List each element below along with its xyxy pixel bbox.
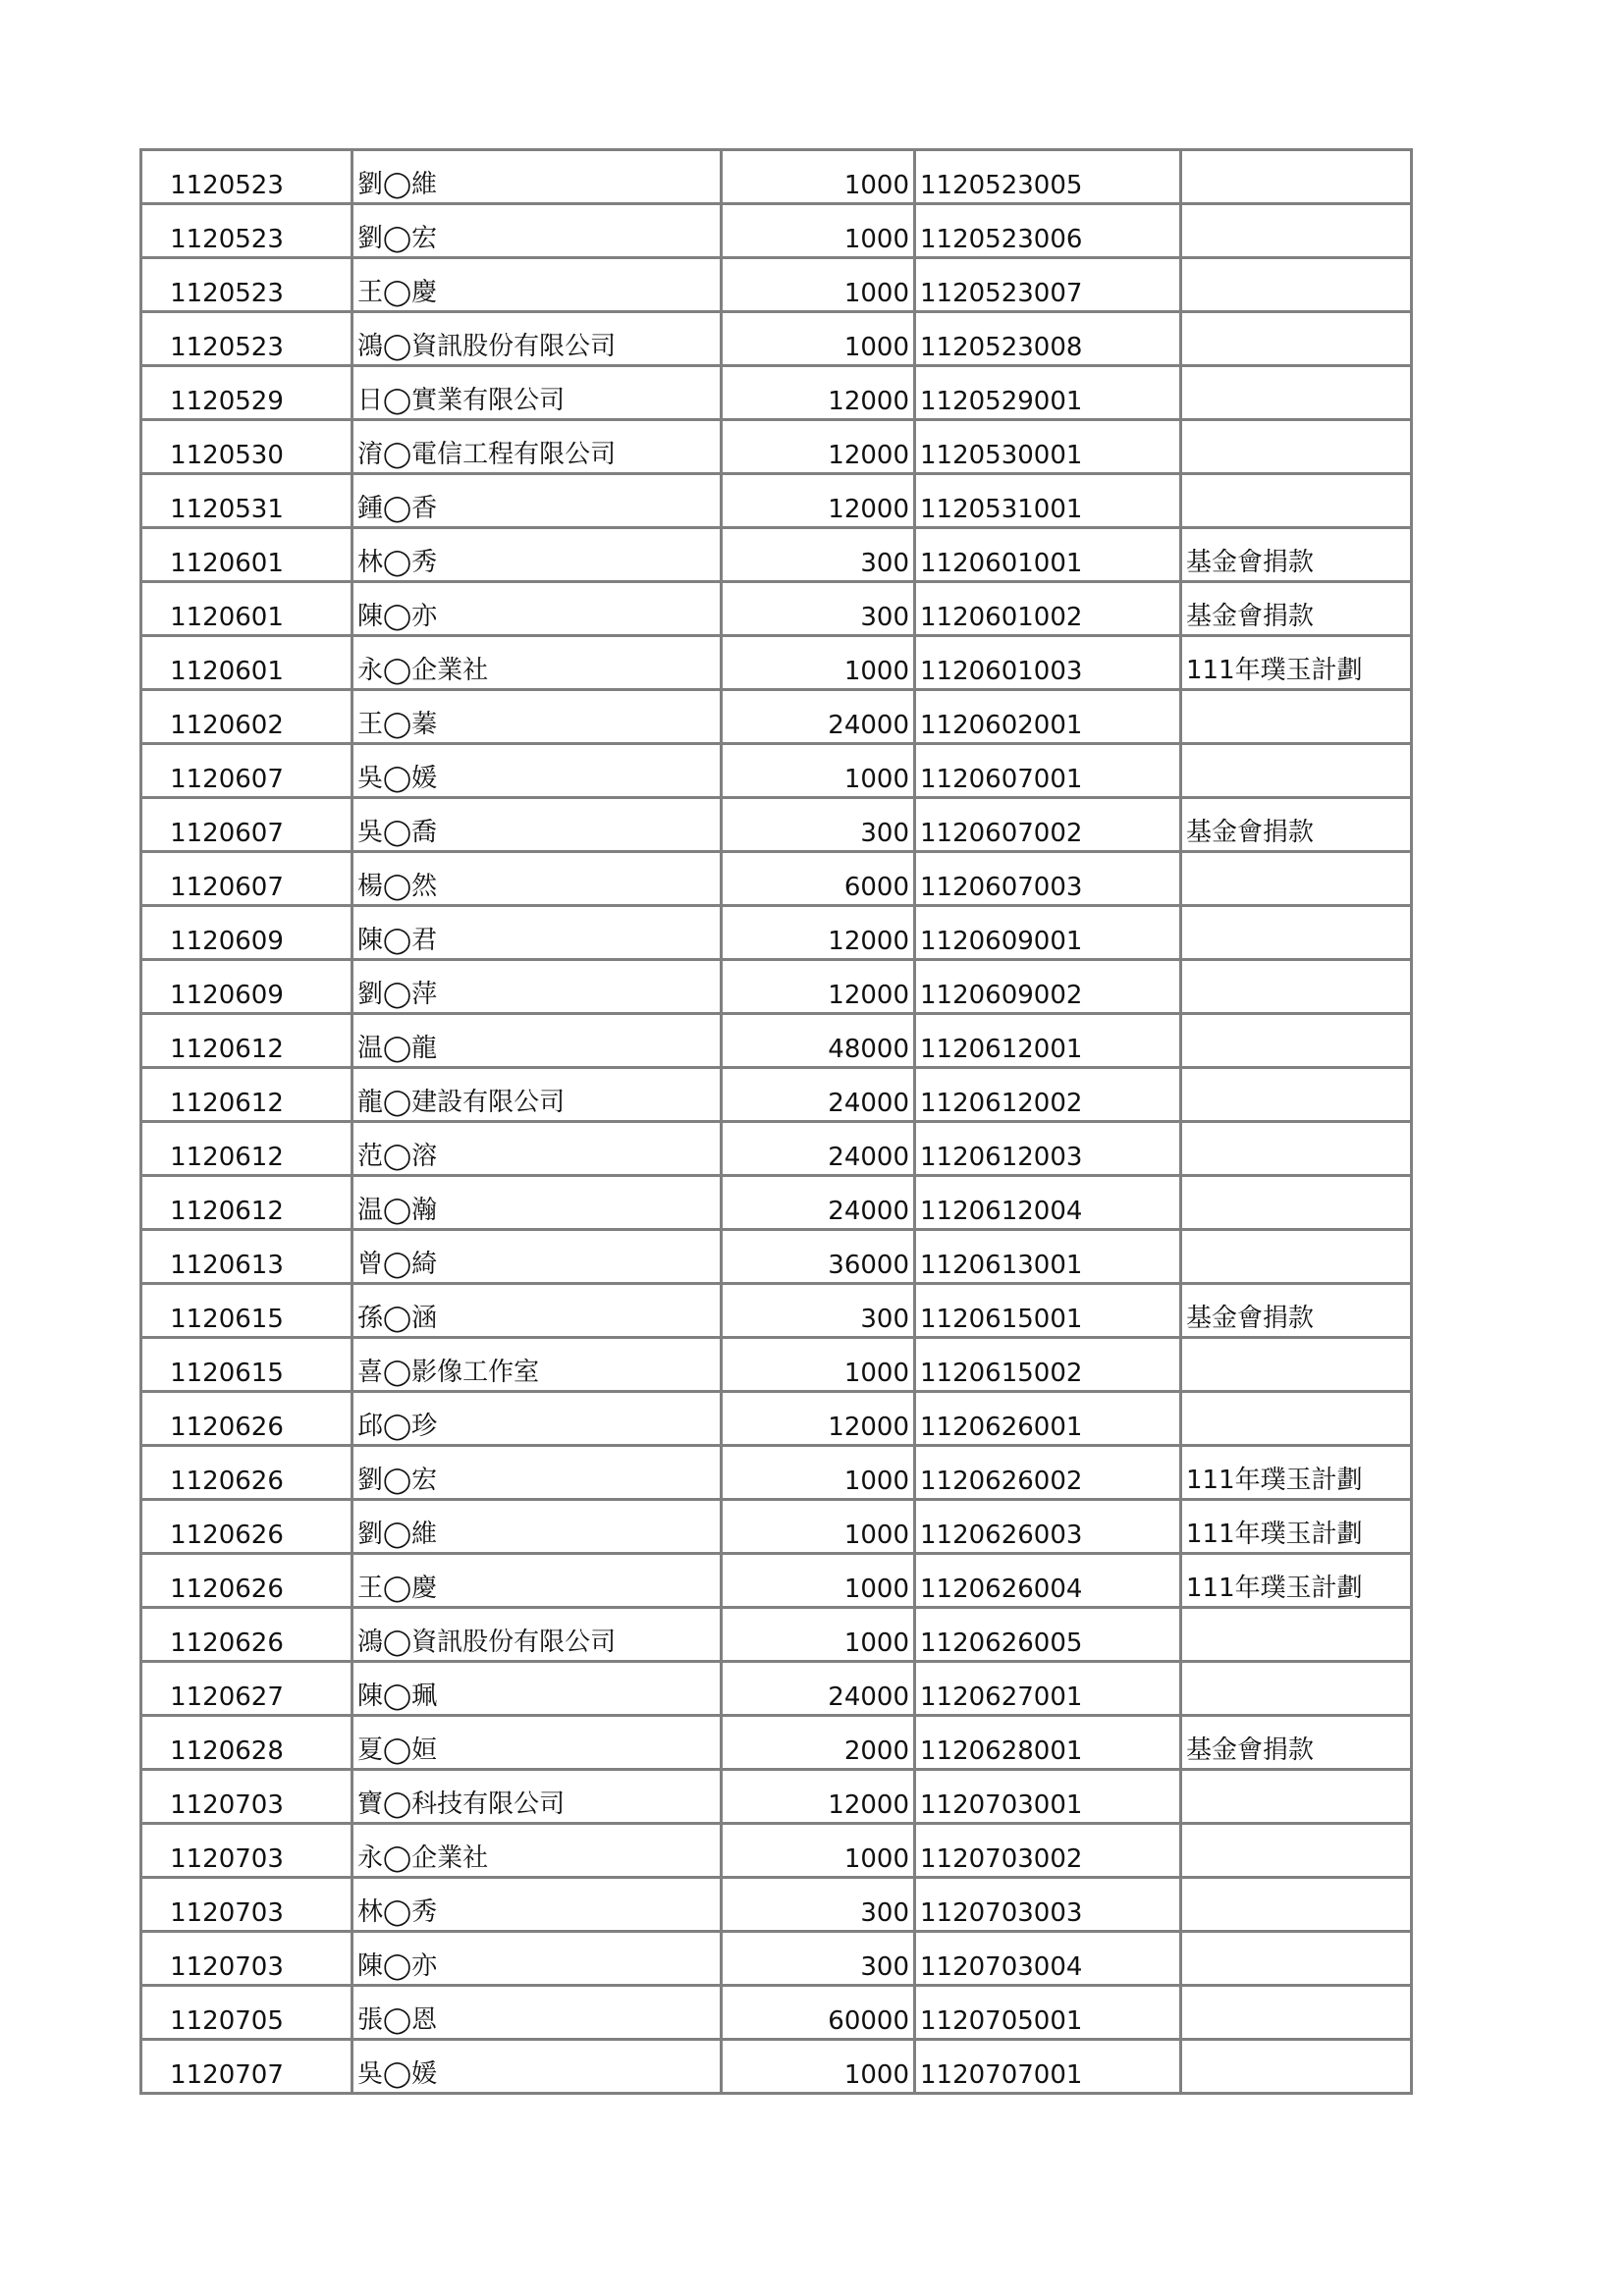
note-cell	[1181, 1824, 1412, 1878]
amount-cell: 6000	[722, 852, 915, 906]
donor-name-cell: 鴻◯資訊股份有限公司	[352, 312, 722, 366]
donor-name-cell: 日◯實業有限公司	[352, 366, 722, 420]
receipt-number-cell: 1120703004	[915, 1932, 1181, 1986]
amount-cell: 24000	[722, 1068, 915, 1122]
note-cell	[1181, 1338, 1412, 1392]
note-cell	[1181, 420, 1412, 474]
amount-cell: 24000	[722, 1662, 915, 1716]
date-cell: 1120601	[141, 528, 352, 582]
note-cell: 基金會捐款	[1181, 582, 1412, 636]
table-body	[141, 150, 1412, 2094]
receipt-number-cell: 1120531001	[915, 474, 1181, 528]
amount-cell: 1000	[722, 2040, 915, 2094]
receipt-number-cell: 1120601002	[915, 582, 1181, 636]
donor-name-cell: 吳◯媛	[352, 744, 722, 798]
donor-name-cell: 邱◯珍	[352, 1392, 722, 1446]
receipt-number-cell: 1120613001	[915, 1230, 1181, 1284]
date-cell: 1120612	[141, 1068, 352, 1122]
donor-name-cell: 龍◯建設有限公司	[352, 1068, 722, 1122]
amount-cell: 1000	[722, 1338, 915, 1392]
date-cell: 1120530	[141, 420, 352, 474]
donor-name-cell: 林◯秀	[352, 528, 722, 582]
table-row	[141, 1878, 1412, 1932]
table-row	[141, 366, 1412, 420]
table-row	[141, 636, 1412, 690]
table-row	[141, 420, 1412, 474]
donor-name-cell: 夏◯姮	[352, 1716, 722, 1770]
donor-name-cell: 温◯瀚	[352, 1176, 722, 1230]
note-cell: 基金會捐款	[1181, 528, 1412, 582]
note-cell: 基金會捐款	[1181, 1284, 1412, 1338]
amount-cell: 2000	[722, 1716, 915, 1770]
receipt-number-cell: 1120615001	[915, 1284, 1181, 1338]
date-cell: 1120615	[141, 1284, 352, 1338]
amount-cell: 1000	[722, 1446, 915, 1500]
amount-cell: 12000	[722, 474, 915, 528]
receipt-number-cell: 1120703002	[915, 1824, 1181, 1878]
table-row	[141, 258, 1412, 312]
date-cell: 1120612	[141, 1014, 352, 1068]
table-row	[141, 960, 1412, 1014]
note-cell	[1181, 258, 1412, 312]
date-cell: 1120705	[141, 1986, 352, 2040]
amount-cell: 1000	[722, 744, 915, 798]
date-cell: 1120607	[141, 798, 352, 852]
date-cell: 1120602	[141, 690, 352, 744]
receipt-number-cell: 1120626003	[915, 1500, 1181, 1554]
note-cell: 基金會捐款	[1181, 798, 1412, 852]
donor-name-cell: 吳◯媛	[352, 2040, 722, 2094]
receipt-number-cell: 1120523007	[915, 258, 1181, 312]
donor-name-cell: 劉◯宏	[352, 1446, 722, 1500]
donation-table	[139, 148, 1413, 2095]
table-row	[141, 798, 1412, 852]
note-cell: 111年璞玉計劃	[1181, 1554, 1412, 1608]
receipt-number-cell: 1120626004	[915, 1554, 1181, 1608]
note-cell: 基金會捐款	[1181, 1716, 1412, 1770]
table-row	[141, 1122, 1412, 1176]
donor-name-cell: 淯◯電信工程有限公司	[352, 420, 722, 474]
date-cell: 1120626	[141, 1446, 352, 1500]
amount-cell: 48000	[722, 1014, 915, 1068]
table-row	[141, 150, 1412, 204]
note-cell: 111年璞玉計劃	[1181, 636, 1412, 690]
date-cell: 1120703	[141, 1824, 352, 1878]
date-cell: 1120607	[141, 744, 352, 798]
date-cell: 1120523	[141, 258, 352, 312]
note-cell	[1181, 1986, 1412, 2040]
note-cell	[1181, 1176, 1412, 1230]
table-row	[141, 1446, 1412, 1500]
date-cell: 1120627	[141, 1662, 352, 1716]
receipt-number-cell: 1120523006	[915, 204, 1181, 258]
date-cell: 1120626	[141, 1554, 352, 1608]
receipt-number-cell: 1120626001	[915, 1392, 1181, 1446]
donor-name-cell: 王◯慶	[352, 258, 722, 312]
receipt-number-cell: 1120628001	[915, 1716, 1181, 1770]
table-row	[141, 744, 1412, 798]
amount-cell: 300	[722, 528, 915, 582]
donor-name-cell: 張◯恩	[352, 1986, 722, 2040]
amount-cell: 24000	[722, 1176, 915, 1230]
table-row	[141, 1554, 1412, 1608]
note-cell	[1181, 1230, 1412, 1284]
date-cell: 1120703	[141, 1878, 352, 1932]
receipt-number-cell: 1120612003	[915, 1122, 1181, 1176]
receipt-number-cell: 1120707001	[915, 2040, 1181, 2094]
table-row	[141, 1770, 1412, 1824]
table-row	[141, 1500, 1412, 1554]
amount-cell: 36000	[722, 1230, 915, 1284]
table-row	[141, 1392, 1412, 1446]
donor-name-cell: 劉◯維	[352, 1500, 722, 1554]
donor-name-cell: 鴻◯資訊股份有限公司	[352, 1608, 722, 1662]
donor-name-cell: 温◯龍	[352, 1014, 722, 1068]
donor-name-cell: 陳◯亦	[352, 582, 722, 636]
table-row	[141, 204, 1412, 258]
amount-cell: 24000	[722, 1122, 915, 1176]
amount-cell: 24000	[722, 690, 915, 744]
note-cell	[1181, 1770, 1412, 1824]
donor-name-cell: 曾◯綺	[352, 1230, 722, 1284]
date-cell: 1120531	[141, 474, 352, 528]
receipt-number-cell: 1120530001	[915, 420, 1181, 474]
date-cell: 1120628	[141, 1716, 352, 1770]
receipt-number-cell: 1120609002	[915, 960, 1181, 1014]
amount-cell: 1000	[722, 1824, 915, 1878]
receipt-number-cell: 1120609001	[915, 906, 1181, 960]
amount-cell: 60000	[722, 1986, 915, 2040]
receipt-number-cell: 1120615002	[915, 1338, 1181, 1392]
table-row	[141, 1068, 1412, 1122]
receipt-number-cell: 1120523008	[915, 312, 1181, 366]
donor-name-cell: 陳◯亦	[352, 1932, 722, 1986]
table-row	[141, 852, 1412, 906]
date-cell: 1120529	[141, 366, 352, 420]
donor-name-cell: 吳◯喬	[352, 798, 722, 852]
receipt-number-cell: 1120612002	[915, 1068, 1181, 1122]
table-row	[141, 690, 1412, 744]
amount-cell: 300	[722, 798, 915, 852]
donor-name-cell: 陳◯珮	[352, 1662, 722, 1716]
date-cell: 1120607	[141, 852, 352, 906]
amount-cell: 1000	[722, 312, 915, 366]
table-row	[141, 474, 1412, 528]
date-cell: 1120523	[141, 312, 352, 366]
table-row	[141, 1338, 1412, 1392]
donor-name-cell: 劉◯宏	[352, 204, 722, 258]
donor-name-cell: 永◯企業社	[352, 1824, 722, 1878]
table-row	[141, 1284, 1412, 1338]
receipt-number-cell: 1120529001	[915, 366, 1181, 420]
donation-sheet	[139, 148, 1410, 2135]
amount-cell: 300	[722, 582, 915, 636]
donor-name-cell: 永◯企業社	[352, 636, 722, 690]
note-cell	[1181, 366, 1412, 420]
note-cell	[1181, 1014, 1412, 1068]
table-row	[141, 528, 1412, 582]
receipt-number-cell: 1120607001	[915, 744, 1181, 798]
donor-name-cell: 孫◯涵	[352, 1284, 722, 1338]
note-cell	[1181, 960, 1412, 1014]
note-cell	[1181, 1932, 1412, 1986]
date-cell: 1120626	[141, 1608, 352, 1662]
receipt-number-cell: 1120601003	[915, 636, 1181, 690]
date-cell: 1120703	[141, 1770, 352, 1824]
date-cell: 1120601	[141, 582, 352, 636]
table-row	[141, 1662, 1412, 1716]
receipt-number-cell: 1120705001	[915, 1986, 1181, 2040]
amount-cell: 1000	[722, 1500, 915, 1554]
note-cell	[1181, 1662, 1412, 1716]
receipt-number-cell: 1120626002	[915, 1446, 1181, 1500]
date-cell: 1120523	[141, 204, 352, 258]
amount-cell: 300	[722, 1932, 915, 1986]
donor-name-cell: 王◯蓁	[352, 690, 722, 744]
amount-cell: 12000	[722, 906, 915, 960]
receipt-number-cell: 1120601001	[915, 528, 1181, 582]
amount-cell: 12000	[722, 366, 915, 420]
amount-cell: 12000	[722, 1392, 915, 1446]
date-cell: 1120612	[141, 1176, 352, 1230]
donor-name-cell: 劉◯萍	[352, 960, 722, 1014]
amount-cell: 1000	[722, 150, 915, 204]
note-cell	[1181, 852, 1412, 906]
receipt-number-cell: 1120523005	[915, 150, 1181, 204]
note-cell	[1181, 204, 1412, 258]
date-cell: 1120612	[141, 1122, 352, 1176]
table-row	[141, 1014, 1412, 1068]
receipt-number-cell: 1120612004	[915, 1176, 1181, 1230]
note-cell	[1181, 744, 1412, 798]
note-cell	[1181, 690, 1412, 744]
amount-cell: 300	[722, 1284, 915, 1338]
amount-cell: 1000	[722, 1608, 915, 1662]
amount-cell: 12000	[722, 960, 915, 1014]
date-cell: 1120626	[141, 1392, 352, 1446]
donor-name-cell: 陳◯君	[352, 906, 722, 960]
amount-cell: 1000	[722, 636, 915, 690]
receipt-number-cell: 1120607002	[915, 798, 1181, 852]
receipt-number-cell: 1120602001	[915, 690, 1181, 744]
donor-name-cell: 喜◯影像工作室	[352, 1338, 722, 1392]
note-cell	[1181, 1608, 1412, 1662]
date-cell: 1120615	[141, 1338, 352, 1392]
receipt-number-cell: 1120612001	[915, 1014, 1181, 1068]
table-row	[141, 1824, 1412, 1878]
donor-name-cell: 鍾◯香	[352, 474, 722, 528]
receipt-number-cell: 1120703003	[915, 1878, 1181, 1932]
table-row	[141, 2040, 1412, 2094]
note-cell: 111年璞玉計劃	[1181, 1446, 1412, 1500]
receipt-number-cell: 1120607003	[915, 852, 1181, 906]
note-cell	[1181, 1068, 1412, 1122]
note-cell	[1181, 1392, 1412, 1446]
table-row	[141, 312, 1412, 366]
receipt-number-cell: 1120703001	[915, 1770, 1181, 1824]
receipt-number-cell: 1120627001	[915, 1662, 1181, 1716]
table-row	[141, 1932, 1412, 1986]
donor-name-cell: 楊◯然	[352, 852, 722, 906]
date-cell: 1120523	[141, 150, 352, 204]
note-cell	[1181, 312, 1412, 366]
date-cell: 1120707	[141, 2040, 352, 2094]
note-cell	[1181, 1122, 1412, 1176]
note-cell	[1181, 150, 1412, 204]
note-cell	[1181, 2040, 1412, 2094]
amount-cell: 1000	[722, 1554, 915, 1608]
date-cell: 1120609	[141, 906, 352, 960]
note-cell	[1181, 906, 1412, 960]
date-cell: 1120609	[141, 960, 352, 1014]
table-row	[141, 582, 1412, 636]
table-row	[141, 1230, 1412, 1284]
table-row	[141, 1176, 1412, 1230]
table-row	[141, 1608, 1412, 1662]
date-cell: 1120626	[141, 1500, 352, 1554]
donor-name-cell: 寶◯科技有限公司	[352, 1770, 722, 1824]
donor-name-cell: 范◯溶	[352, 1122, 722, 1176]
table-row	[141, 1986, 1412, 2040]
note-cell: 111年璞玉計劃	[1181, 1500, 1412, 1554]
date-cell: 1120601	[141, 636, 352, 690]
amount-cell: 12000	[722, 1770, 915, 1824]
amount-cell: 1000	[722, 258, 915, 312]
table-row	[141, 1716, 1412, 1770]
amount-cell: 12000	[722, 420, 915, 474]
date-cell: 1120703	[141, 1932, 352, 1986]
receipt-number-cell: 1120626005	[915, 1608, 1181, 1662]
donor-name-cell: 王◯慶	[352, 1554, 722, 1608]
donor-name-cell: 劉◯維	[352, 150, 722, 204]
note-cell	[1181, 474, 1412, 528]
amount-cell: 1000	[722, 204, 915, 258]
donor-name-cell: 林◯秀	[352, 1878, 722, 1932]
table-row	[141, 906, 1412, 960]
date-cell: 1120613	[141, 1230, 352, 1284]
amount-cell: 300	[722, 1878, 915, 1932]
note-cell	[1181, 1878, 1412, 1932]
